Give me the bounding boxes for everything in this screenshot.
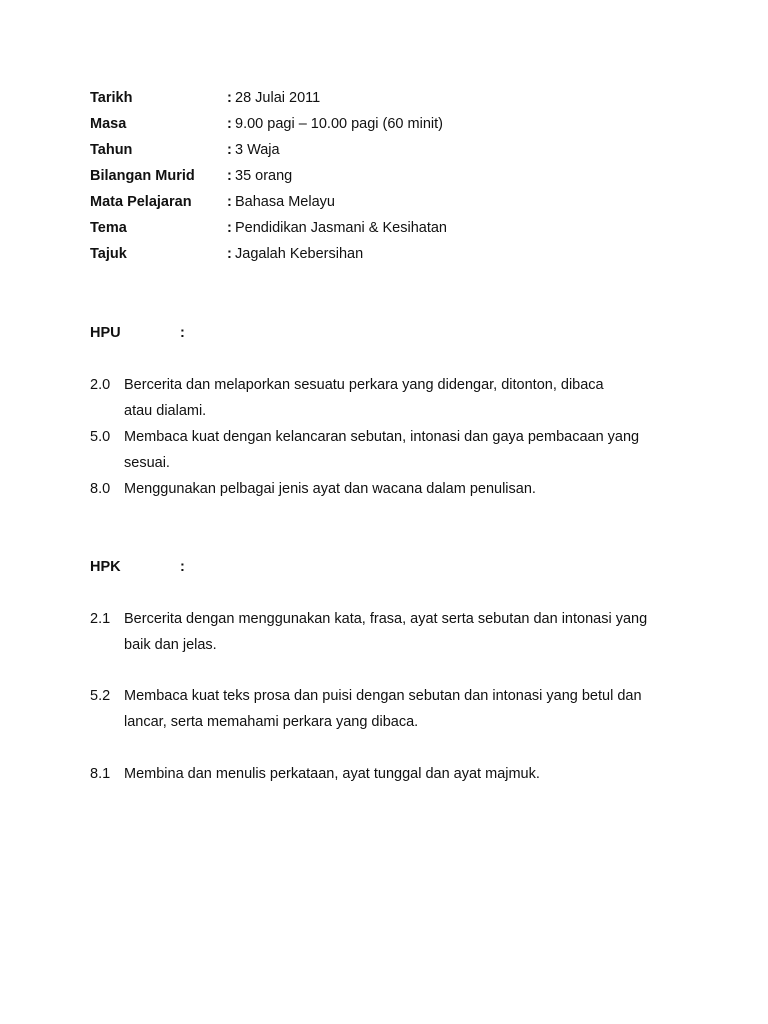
info-value: 3 Waja xyxy=(235,142,280,158)
info-colon: : xyxy=(227,142,232,158)
info-colon: : xyxy=(227,220,232,236)
info-colon: : xyxy=(227,168,232,184)
item-line-2: atau dialami. xyxy=(124,403,207,419)
info-colon: : xyxy=(227,116,232,132)
info-value: Pendidikan Jasmani & Kesihatan xyxy=(235,220,447,236)
info-value: 9.00 pagi – 10.00 pagi (60 minit) xyxy=(235,116,443,132)
info-value: Jagalah Kebersihan xyxy=(235,246,364,262)
item-line-1: Bercerita dan melaporkan sesuatu perkara yang didengar, ditonton, dibaca xyxy=(124,377,604,393)
info-colon: : xyxy=(227,194,232,210)
info-label: Tajuk xyxy=(90,246,127,262)
info-label: Tema xyxy=(90,220,127,236)
hpu-heading xyxy=(90,323,185,343)
item-line-1: Menggunakan pelbagai jenis ayat dan wacana dalam penulisan. xyxy=(124,481,536,497)
item-number: 5.2 xyxy=(90,688,111,704)
item-line-1: Membaca kuat teks prosa dan puisi dengan sebutan dan intonasi yang betul dan xyxy=(124,688,642,704)
info-label: Mata Pelajaran xyxy=(90,194,192,210)
info-colon: : xyxy=(227,246,232,262)
item-number: 2.0 xyxy=(90,377,111,393)
item-line-2: lancar, serta memahami perkara yang dibaca. xyxy=(124,714,419,730)
item-number: 2.1 xyxy=(90,611,111,627)
item-line-1: Membina dan menulis perkataan, ayat tunggal dan ayat majmuk. xyxy=(124,766,540,782)
info-label: Tahun xyxy=(90,142,133,158)
hpk-heading-colon: : xyxy=(180,559,185,575)
item-line-1: Bercerita dengan menggunakan kata, frasa, ayat serta sebutan dan intonasi yang xyxy=(124,611,648,627)
info-value: 35 orang xyxy=(235,168,293,184)
item-number: 8.1 xyxy=(90,766,111,782)
item-line-1: Membaca kuat dengan kelancaran sebutan, intonasi dan gaya pembacaan yang xyxy=(124,429,640,445)
hpk-heading xyxy=(90,557,185,577)
hpu-heading-label: HPU xyxy=(90,325,121,341)
info-label: Tarikh xyxy=(90,90,133,106)
item-line-2: baik dan jelas. xyxy=(124,637,217,653)
info-label: Bilangan Murid xyxy=(90,168,195,184)
info-label: Masa xyxy=(90,116,127,132)
hpk-heading-label: HPK xyxy=(90,559,121,575)
item-number: 5.0 xyxy=(90,429,111,445)
info-colon: : xyxy=(227,90,232,106)
hpu-heading-colon: : xyxy=(180,325,185,341)
item-number: 8.0 xyxy=(90,481,111,497)
info-value: Bahasa Melayu xyxy=(235,194,335,210)
info-value: 28 Julai 2011 xyxy=(235,90,321,106)
item-line-2: sesuai. xyxy=(124,455,170,471)
